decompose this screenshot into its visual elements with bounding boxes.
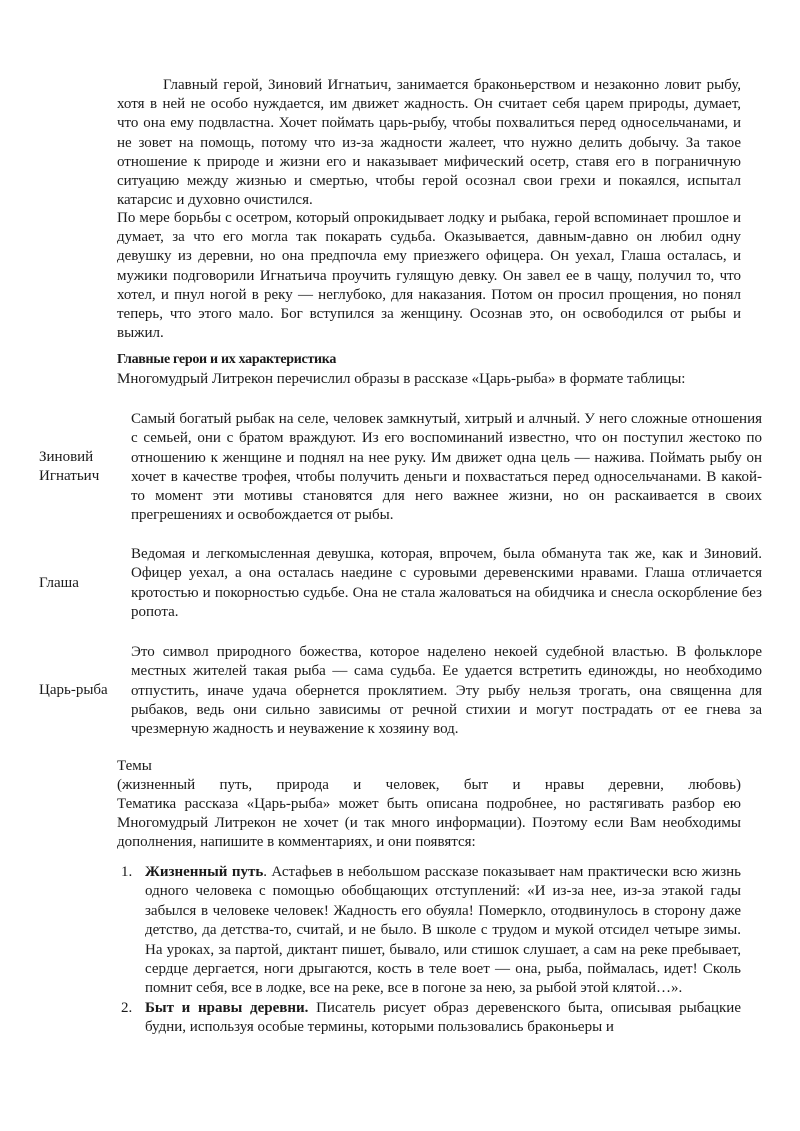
list-item	[117, 999, 741, 1038]
themes-label: Темы	[117, 758, 152, 774]
list-item	[117, 863, 741, 999]
character-description: Самый богатый рыбак на селе, человек замкнутый, хитрый и алчный. У него сложные отношения с семьей, они с братом враждуют. Из его воспоминаний известно, что он поступил жестоко по отношению к женщине и поднял на нее руку. Им движет одна цель — нажива. Поймать рыбу он хочет в качестве трофея, чтобы получить деньги и похвастаться перед односельчанами. В какой-то момент эти мотивы становятся для него важнее жизни, но он раскаивается в своих прегрешениях и освобождается от рыбы.	[131, 411, 762, 524]
character-name: Зиновий Игнатьич	[39, 449, 100, 484]
list-item-title: Быт и нравы деревни.	[145, 999, 309, 1016]
list-item-text: . Астафьев в небольшом рассказе показывает нам практически всю жизнь одного человека с помощью обобщающих отступлений: «И из-за нее, из-за этакой гады забылся в человеке человек! Жадность его обуяла! Померкло, отодвинулось в сторону даже детство, да детства-то, считай, и не было. В школе с трудом и мукой отсидел четыре зимы. На уроках, за партой, диктант пишет, бывало, или стишок слушает, а сам на реке пребывает, сердце дергается, ноги дрыгаются, кость в теле воет — она, рыба, поймалась, идет! Сколь помнит себя, все в лодке, все на реке, все в погоне за нею, за рыбой этой клятой…».	[145, 864, 741, 997]
themes-intro: Тематика рассказа «Царь-рыба» может быть описана подробнее, но растягивать разбор ею Многомудрый Литрекон не хочет (и так много информации). Поэтому если Вам необходимы дополнения, напишите в комментариях, и они появятся:	[117, 796, 741, 851]
characters-heading: Главные герои и их характеристика	[117, 352, 337, 367]
character-description: Ведомая и легкомысленная девушка, которая, впрочем, была обманута так же, как и Зиновий. Офицер уехал, а она осталась наедине с суровыми деревенскими нравами. Глаша отличается кротостью и покорностью судьбе. Она не стала жаловаться на обидчика и снесла оскорбление без ропота.	[131, 546, 762, 620]
summary-paragraph-2: По мере борьбы с осетром, который опрокидывает лодку и рыбака, герой вспоминает прошлое и думает, за что его могла так покарать судьба. Оказывается, давным-давно он любил одну девушку из деревни, но она предпочла ему приезжего офицера. Он уехал, Глаша осталась, и мужики подговорили Игнатьича проучить гулящую девку. Он завел ее в чащу, получил то, что хотел, и пнул ногой в реку — неглубоко, для наказания. Потом он просил прощения, но понял теперь, что этого мало. Бог вступился за женщину. Осознав это, он освободился от рыбы и выжил.	[117, 210, 741, 342]
character-name: Глаша	[39, 575, 79, 591]
character-name: Царь-рыба	[39, 682, 108, 698]
list-item-text: Писатель рисует образ деревенского быта, описывая рыбацкие будни, используя особые термины, которыми пользовались браконьеры и	[145, 999, 741, 1036]
themes-list	[117, 863, 741, 1038]
list-number: 1.	[121, 864, 133, 880]
summary-paragraph-1: Главный герой, Зиновий Игнатьич, занимается браконьерством и незаконно ловит рыбу, хотя в ней не особо нуждается, им движет жадность. Он считает себя царем природы, думает, что она ему подвластна. Хочет поймать царь-рыбу, чтобы похвалиться перед односельчанами, и не зовет на помощь, потому что из-за жадности жалеет, что нужно делить добычу. За такое отношение к природе и жизни его и наказывает мифический осетр, ставя его в пограничную ситуацию между жизнью и смертью, чтобы герой осознал свои грехи и покаялся, испытал катарсис и духовно очистился.	[117, 77, 741, 209]
themes-list-line: (жизненный путь, природа и человек, быт и нравы деревни, любовь)	[117, 777, 741, 793]
list-number: 2.	[121, 999, 133, 1016]
characters-intro: Многомудрый Литрекон перечислил образы в рассказе «Царь-рыба» в формате таблицы:	[117, 371, 686, 387]
list-item-title: Жизненный путь	[145, 864, 264, 880]
character-description: Это символ природного божества, которое наделено некоей судебной властью. В фольклоре местных жителей такая рыба — сама судьба. Ее удается встретить единожды, но необходимо отпустить, иначе удача обернется проклятием. Эту рыбу нельзя трогать, она священна для рыбаков, ведь они сильно зависимы от речной стихии и могут пострадать от ее гнева за чрезмерную жадность и неуважение к хозяину вод.	[131, 644, 762, 738]
